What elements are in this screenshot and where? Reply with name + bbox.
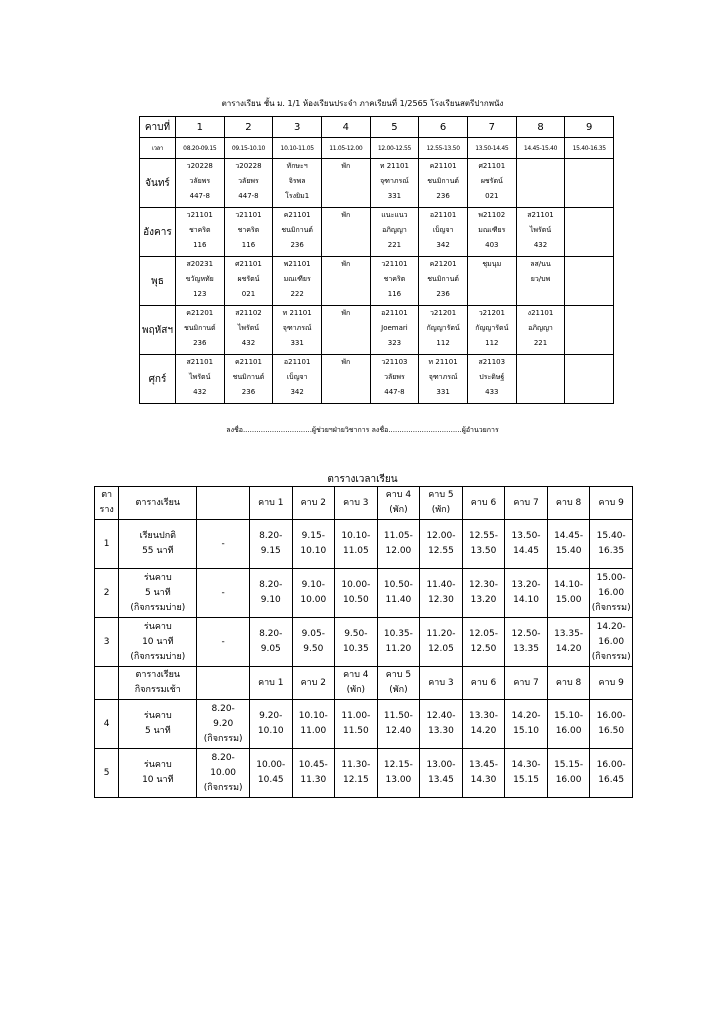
class-cell-line: ง21101 [527, 309, 554, 317]
schedule-time: 13.30- 14.20 [462, 700, 505, 749]
class-cell-line: กัญญารัตน์ [475, 324, 509, 332]
schedule-time: 16.00- 16.50 [590, 700, 633, 749]
schedule-time: 14.20- 15.10 [505, 700, 548, 749]
class-cell [565, 208, 614, 257]
class-cell-line: 403 [485, 241, 499, 249]
class-cell-line: 236 [436, 290, 450, 298]
class-cell-line: จิรพล [288, 177, 306, 185]
schedule-period-header-2: คาบ 2 [292, 667, 335, 700]
class-cell-line: ว21101 [235, 211, 262, 219]
class-cell-line: พัก [341, 260, 351, 268]
class-cell [516, 355, 565, 404]
period-time: 12.00-12.55 [370, 138, 419, 159]
schedule-header-row [95, 487, 633, 520]
period-number: 2 [224, 117, 273, 138]
class-cell-line: ไพรัตน์ [529, 226, 552, 234]
class-cell-line: ขวัญหทัย [185, 275, 214, 283]
schedule-time: 10.00- 10.50 [335, 569, 378, 618]
schedule-period-header: คาบ 4 (พัก) [377, 487, 420, 520]
schedule-period-header-2: คาบ 4 (พัก) [335, 667, 378, 700]
class-cell-line: ประดิษฐ์ [479, 373, 505, 381]
class-cell [175, 306, 224, 355]
class-cell-line: พัก [341, 358, 351, 366]
schedule-time: 15.00- 16.00 (กิจกรรม) [590, 569, 633, 618]
schedule-row [95, 749, 633, 798]
class-cell-line: ชาคริต [237, 226, 260, 234]
schedule-time: 13.35- 14.20 [547, 618, 590, 667]
schedule-time: 11.05- 12.00 [377, 520, 420, 569]
class-cell-line: 331 [290, 339, 304, 347]
class-cell [273, 306, 322, 355]
schedule-no-header: ตา ราง [95, 487, 119, 520]
class-cell [224, 257, 273, 306]
schedule-time: 14.30- 15.15 [505, 749, 548, 798]
class-cell [224, 355, 273, 404]
class-cell [273, 159, 322, 208]
class-cell-line: 123 [193, 290, 207, 298]
class-cell-line: 221 [533, 339, 548, 347]
class-cell-line: ทักษะฯ [286, 162, 308, 170]
schedule-no: 2 [95, 569, 119, 618]
schedule-time: 13.00- 13.45 [420, 749, 463, 798]
schedule-type-header-2: ตารางเรียน กิจกรรมเช้า [119, 667, 197, 700]
schedule-time: 15.15- 16.00 [547, 749, 590, 798]
class-cell-line: ส21101 [186, 358, 214, 366]
period-time: 13.50-14.45 [467, 138, 516, 159]
schedule-period-header-2: คาบ 7 [505, 667, 548, 700]
class-cell-line: ส21103 [478, 358, 506, 366]
class-cell [516, 159, 565, 208]
class-cell-line: วลัยพร [238, 177, 259, 185]
schedule-time: 10.50- 11.40 [377, 569, 420, 618]
day-name: อังคาร [140, 208, 176, 257]
class-cell-line: ลส/นน [530, 260, 551, 268]
class-cell-line: 433 [485, 388, 499, 396]
class-cell-line: 432 [533, 241, 548, 249]
class-cell [322, 159, 371, 208]
class-cell [516, 208, 565, 257]
class-cell-line: ค21101 [429, 162, 457, 170]
class-cell-line: ว21101 [186, 211, 213, 219]
class-cell [565, 355, 614, 404]
schedule-time: 14.20- 16.00 (กิจกรรม) [590, 618, 633, 667]
schedule-type: ร่นคาบ 5 นาที (กิจกรรมบ่าย) [119, 569, 197, 618]
class-cell-line: ค21201 [429, 260, 457, 268]
class-cell-line: ชนมิกานต์ [427, 275, 459, 283]
class-cell-line: ท 21101 [428, 358, 458, 366]
day-name: ศุกร์ [140, 355, 176, 404]
period-time: 09.15-10.10 [224, 138, 273, 159]
schedule-time: 8.20- 9.10 [249, 569, 292, 618]
schedule-period-header-2: คาบ 9 [590, 667, 633, 700]
class-cell [419, 159, 468, 208]
class-cell [467, 306, 516, 355]
schedule-row [95, 520, 633, 569]
class-cell-line: โรงยิม1 [285, 192, 310, 200]
schedule-period-header-2: คาบ 5 (พัก) [377, 667, 420, 700]
class-cell-line: วลัยพร [189, 177, 211, 185]
day-row [140, 355, 614, 404]
class-cell-line: 221 [387, 241, 402, 249]
class-cell-line: แนะแนว [381, 211, 408, 219]
period-header-label: คาบที่ [140, 117, 176, 138]
class-cell-line: ส20231 [186, 260, 214, 268]
schedule-period-header: คาบ 6 [462, 487, 505, 520]
schedule-extra: - [197, 618, 250, 667]
class-cell-line: เบ็ญจา [286, 373, 308, 381]
class-cell-line: 432 [241, 339, 256, 347]
class-cell [419, 208, 468, 257]
period-number: 3 [273, 117, 322, 138]
schedule-time: 10.00- 10.45 [249, 749, 292, 798]
schedule-type: ร่นคาบ 10 นาที (กิจกรรมบ่าย) [119, 618, 197, 667]
schedule-no: 4 [95, 700, 119, 749]
class-cell-line: ว21103 [381, 358, 408, 366]
schedule-time: 10.10- 11.05 [335, 520, 378, 569]
class-cell-line: ชาคริต [188, 226, 211, 234]
schedule-time: 12.15- 13.00 [377, 749, 420, 798]
schedule-time: 11.00- 11.50 [335, 700, 378, 749]
schedule-time: 11.40- 12.30 [420, 569, 463, 618]
schedule-time: 11.50- 12.40 [377, 700, 420, 749]
class-cell [419, 257, 468, 306]
period-time: 15.40-16.35 [565, 138, 614, 159]
period-time: 08.20-09.15 [175, 138, 224, 159]
class-cell [467, 208, 516, 257]
time-label: เวลา [140, 138, 176, 159]
class-cell-line: จุฑาภรณ์ [282, 324, 312, 332]
schedule-extra: - [197, 520, 250, 569]
day-name: พุธ [140, 257, 176, 306]
day-name: พฤหัสฯ [140, 306, 176, 355]
class-cell-line: 323 [387, 339, 402, 347]
class-cell [467, 257, 516, 306]
class-cell [419, 355, 468, 404]
schedule-time: 13.45- 14.30 [462, 749, 505, 798]
schedule-time: 13.20- 14.10 [505, 569, 548, 618]
period-time: 11.05-12.00 [322, 138, 371, 159]
schedule-row [95, 700, 633, 749]
schedule-period-header: คาบ 2 [292, 487, 335, 520]
class-cell-line: ส21101 [527, 211, 554, 219]
period-number: 1 [175, 117, 224, 138]
class-cell [516, 257, 565, 306]
schedule-time: 15.10- 16.00 [547, 700, 590, 749]
schedule-time: 16.00- 16.45 [590, 749, 633, 798]
class-cell-line: ไพรัตน์ [237, 324, 260, 332]
schedule-time: 11.20- 12.05 [420, 618, 463, 667]
timetable-title: ตารางเรียน ชั้น ม. 1/1 ห้องเรียนประจำ ภาคเรียนที่ 1/2565 โรงเรียนสตรีปากพนัง [221, 99, 504, 108]
class-cell [370, 306, 419, 355]
schedule-time: 10.45- 11.30 [292, 749, 335, 798]
schedule-extra-header-2 [197, 667, 250, 700]
class-cell-line: ชนมิกานต์ [427, 177, 459, 185]
schedule-time: 14.45- 15.40 [547, 520, 590, 569]
class-cell-line: 447-8 [238, 192, 259, 200]
schedule-extra-header [197, 487, 250, 520]
class-cell-line: 331 [436, 388, 450, 396]
schedule-period-header-2: คาบ 8 [547, 667, 590, 700]
schedule-time: 11.30- 12.15 [335, 749, 378, 798]
class-cell [175, 208, 224, 257]
schedule-period-header-2: คาบ 6 [462, 667, 505, 700]
class-cell-line: ศ21101 [235, 260, 262, 268]
class-cell-line: 112 [485, 339, 499, 347]
schedule-header-row-2 [95, 667, 633, 700]
class-cell-line: 021 [241, 290, 256, 298]
schedule-type: เรียนปกติ 55 นาที [119, 520, 197, 569]
class-cell-line: จุฑาภรณ์ [428, 373, 458, 381]
schedule-time: 9.20- 10.10 [249, 700, 292, 749]
class-cell-line: 447-8 [189, 192, 210, 200]
schedule-extra: - [197, 569, 250, 618]
class-cell-line: 116 [241, 241, 256, 249]
schedule-time: 9.05- 9.50 [292, 618, 335, 667]
class-cell [370, 355, 419, 404]
schedule-period-header: คาบ 7 [505, 487, 548, 520]
class-cell [273, 355, 322, 404]
class-cell-line: ท 21101 [379, 162, 409, 170]
period-number: 7 [467, 117, 516, 138]
class-cell [273, 208, 322, 257]
day-row [140, 257, 614, 306]
class-cell [419, 306, 468, 355]
schedule-time: 12.00- 12.55 [420, 520, 463, 569]
class-cell-line: 447-8 [384, 388, 405, 396]
class-cell [224, 306, 273, 355]
class-timetable [139, 116, 614, 404]
day-row [140, 306, 614, 355]
period-number: 5 [370, 117, 419, 138]
schedule-time: 13.50- 14.45 [505, 520, 548, 569]
class-cell-line: วลัยพร [384, 373, 405, 381]
class-cell [175, 355, 224, 404]
period-time: 14.45-15.40 [516, 138, 565, 159]
schedule-time: 9.15- 10.10 [292, 520, 335, 569]
schedule-period-header: คาบ 3 [335, 487, 378, 520]
schedule-period-header: คาบ 9 [590, 487, 633, 520]
class-cell [516, 306, 565, 355]
schedule-extra: 8.20- 9.20 (กิจกรรม) [197, 700, 250, 749]
time-row [140, 138, 614, 159]
class-cell-line: 116 [387, 290, 402, 298]
period-time: 10.10-11.05 [273, 138, 322, 159]
class-cell-line: กัญญารัตน์ [426, 324, 460, 332]
period-time: 12.55-13.50 [419, 138, 468, 159]
class-cell-line: 021 [485, 192, 499, 200]
class-cell-line: ชาคริต [383, 275, 406, 283]
class-cell [370, 257, 419, 306]
class-cell-line: Joemari [381, 324, 408, 332]
schedule-period-header-2: คาบ 1 [249, 667, 292, 700]
class-cell-line: พัก [341, 309, 351, 317]
schedule-time: 14.10- 15.00 [547, 569, 590, 618]
schedule-period-header: คาบ 1 [249, 487, 292, 520]
class-cell-line: ค21101 [283, 211, 311, 219]
class-cell-line: ว21101 [381, 260, 408, 268]
schedule-time: 12.05- 12.50 [462, 618, 505, 667]
class-cell [175, 159, 224, 208]
class-cell [322, 306, 371, 355]
class-cell-line: อภิญญา [528, 324, 553, 332]
class-cell-line: 342 [436, 241, 450, 249]
class-cell [273, 257, 322, 306]
class-cell-line: พ21102 [478, 211, 506, 219]
schedule-row [95, 569, 633, 618]
period-header-row [140, 117, 614, 138]
day-name: จันทร์ [140, 159, 176, 208]
class-cell-line: 236 [241, 388, 256, 396]
schedule-time: 9.50- 10.35 [335, 618, 378, 667]
class-cell-line: อ21101 [283, 358, 311, 366]
class-cell [322, 257, 371, 306]
class-cell-line: 112 [436, 339, 450, 347]
class-cell-line: ไพรัตน์ [189, 373, 211, 381]
class-cell [467, 355, 516, 404]
class-cell-line: ชนมิกานต์ [281, 226, 313, 234]
schedule-extra: 8.20- 10.00 (กิจกรรม) [197, 749, 250, 798]
class-cell-line: ผชรัตน์ [237, 275, 260, 283]
schedule-period-header-2: คาบ 3 [420, 667, 463, 700]
period-number: 4 [322, 117, 371, 138]
schedule-time: 8.20- 9.15 [249, 520, 292, 569]
class-cell-line: 236 [436, 192, 450, 200]
schedule-no-header-2 [95, 667, 119, 700]
class-cell-line: 116 [193, 241, 207, 249]
class-cell-line: อ21101 [429, 211, 457, 219]
class-cell-line: ว21201 [430, 309, 457, 317]
class-cell-line: มณเฑียร [283, 275, 311, 283]
schedule-type-header: ตารางเรียน [119, 487, 197, 520]
class-cell-line: ท 21101 [282, 309, 312, 317]
class-cell [322, 355, 371, 404]
class-cell-line: ค21101 [234, 358, 262, 366]
class-cell-line: ยว/บพ [530, 275, 551, 283]
class-cell-line: 432 [193, 388, 207, 396]
schedule-type: ร่นคาบ 10 นาที [119, 749, 197, 798]
class-cell-line: 222 [290, 290, 304, 298]
class-cell-line: ชนมิกานต์ [232, 373, 265, 381]
day-row [140, 208, 614, 257]
class-cell [322, 208, 371, 257]
schedule-period-header: คาบ 5 (พัก) [420, 487, 463, 520]
class-cell-line: 236 [193, 339, 207, 347]
class-cell-line: ชุมนุม [482, 260, 502, 268]
class-cell-line: พัก [341, 211, 351, 219]
class-cell [224, 159, 273, 208]
class-cell-line: อภิญญา [382, 226, 407, 234]
class-cell-line: ชนมิกานต์ [183, 324, 216, 332]
period-number: 6 [419, 117, 468, 138]
schedule-time: 12.55- 13.50 [462, 520, 505, 569]
schedule-time: 12.40- 13.30 [420, 700, 463, 749]
class-cell [565, 159, 614, 208]
class-cell-line: ผชรัตน์ [480, 177, 503, 185]
schedule-time: 15.40- 16.35 [590, 520, 633, 569]
period-number: 9 [565, 117, 614, 138]
class-cell-line: ว20228 [186, 162, 213, 170]
class-cell-line: อ21101 [381, 309, 408, 317]
class-cell [175, 257, 224, 306]
schedule-no: 3 [95, 618, 119, 667]
class-cell-line: ศ21101 [478, 162, 506, 170]
class-cell-line: พ21101 [283, 260, 311, 268]
class-cell [467, 159, 516, 208]
schedule-time: 8.20- 9.05 [249, 618, 292, 667]
schedule-period-header: คาบ 8 [547, 487, 590, 520]
class-cell-line: ว21201 [478, 309, 505, 317]
period-number: 8 [516, 117, 565, 138]
class-cell-line: พัก [341, 162, 351, 170]
class-cell [224, 208, 273, 257]
schedule-row [95, 618, 633, 667]
schedule-time: 12.50- 13.35 [505, 618, 548, 667]
schedule-type: ร่นคาบ 5 นาที [119, 700, 197, 749]
signature-line: ลงชื่อ...............................ผู้ช่วยฯฝ่ายวิชาการ ลงชื่อ.................................ผู้อำนวยการ [226, 426, 499, 434]
class-cell-line: ส21102 [235, 309, 262, 317]
schedule-time: 10.10- 11.00 [292, 700, 335, 749]
schedule-title: ตารางเวลาเรียน [327, 474, 398, 485]
schedule-time: 9.10- 10.00 [292, 569, 335, 618]
class-cell-line: ค21201 [186, 309, 214, 317]
class-cell-line: 236 [290, 241, 304, 249]
period-schedule-table [94, 486, 633, 798]
class-cell-line: ว20228 [235, 162, 262, 170]
class-cell [370, 208, 419, 257]
class-cell-line: เบ็ญจา [432, 226, 454, 234]
day-row [140, 159, 614, 208]
class-cell [370, 159, 419, 208]
class-cell [565, 306, 614, 355]
class-cell-line: 331 [387, 192, 402, 200]
class-cell [565, 257, 614, 306]
schedule-no: 5 [95, 749, 119, 798]
class-cell-line: จุฑาภรณ์ [380, 177, 409, 185]
class-cell-line: 342 [290, 388, 304, 396]
schedule-no: 1 [95, 520, 119, 569]
schedule-time: 10.35- 11.20 [377, 618, 420, 667]
class-cell-line: มณเฑียร [478, 226, 506, 234]
schedule-time: 12.30- 13.20 [462, 569, 505, 618]
